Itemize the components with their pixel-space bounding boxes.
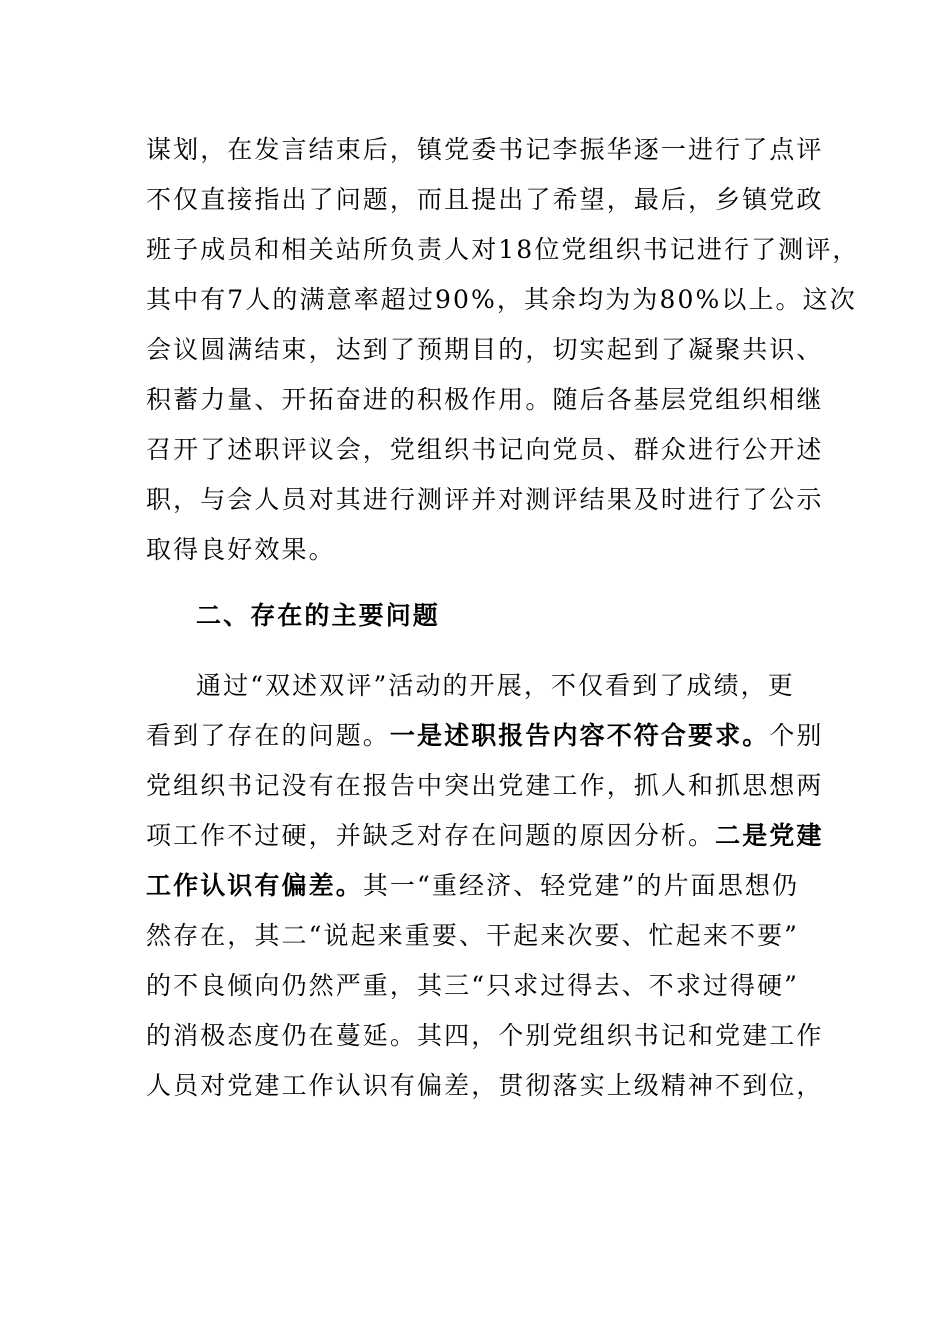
paragraph-1-line-4: 其中有7人的满意率超过90%，其余均为为80%以上。这次 <box>146 285 857 314</box>
paragraph-2-line-2 <box>146 719 826 753</box>
bold-point-1: 一是述职报告内容不符合要求。 <box>389 721 770 750</box>
paragraph-1-line-6: 积蓄力量、开拓奋进的积极作用。随后各基层党组织相继 <box>146 385 824 414</box>
paragraph-1-line-1: 谋划，在发言结束后，镇党委书记李振华逐一进行了点评 <box>146 135 824 164</box>
paragraph-1-line-5: 会议圆满结束，达到了预期目的，切实起到了凝聚共识、 <box>146 335 824 364</box>
bold-point-2-start: 二是党建 <box>715 821 824 850</box>
paragraph-1-line-2: 不仅直接指出了问题，而且提出了希望，最后，乡镇党政 <box>146 185 824 214</box>
paragraph-1-line-7: 召开了述职评议会，党组织书记向党员、群众进行公开述 <box>146 435 824 464</box>
paragraph-2-line-9: 人员对党建工作认识有偏差，贯彻落实上级精神不到位， <box>146 1071 824 1100</box>
text-run: 项工作不过硬，并缺乏对存在问题的原因分析。 <box>146 821 716 850</box>
paragraph-2-line-7: 的不良倾向仍然严重，其三“只求过得去、不求过得硬” <box>146 971 800 1000</box>
bold-point-2-end: 工作认识有偏差。 <box>146 871 363 900</box>
paragraph-2-line-5 <box>146 869 826 903</box>
paragraph-2-line-3: 党组织书记没有在报告中突出党建工作，抓人和抓思想两 <box>146 771 824 800</box>
paragraph-1-line-9: 取得良好效果。 <box>146 535 336 564</box>
paragraph-1-line-3: 班子成员和相关站所负责人对18位党组织书记进行了测评， <box>146 235 860 264</box>
paragraph-1-line-8: 职，与会人员对其进行测评并对测评结果及时进行了公示 <box>146 485 824 514</box>
section-heading: 二、存在的主要问题 <box>196 601 440 630</box>
paragraph-2-line-4 <box>146 819 826 853</box>
text-run: 个别 <box>769 721 824 750</box>
paragraph-2-line-1: 通过“双述双评”活动的开展，不仅看到了成绩，更 <box>196 671 795 700</box>
text-run: 看到了存在的问题。 <box>146 721 390 750</box>
text-run: 其一“重经济、轻党建”的片面思想仍 <box>362 871 800 900</box>
paragraph-2-line-8: 的消极态度仍在蔓延。其四，个别党组织书记和党建工作 <box>146 1021 824 1050</box>
paragraph-2-line-6: 然存在，其二“说起来重要、干起来次要、忙起来不要” <box>146 921 800 950</box>
